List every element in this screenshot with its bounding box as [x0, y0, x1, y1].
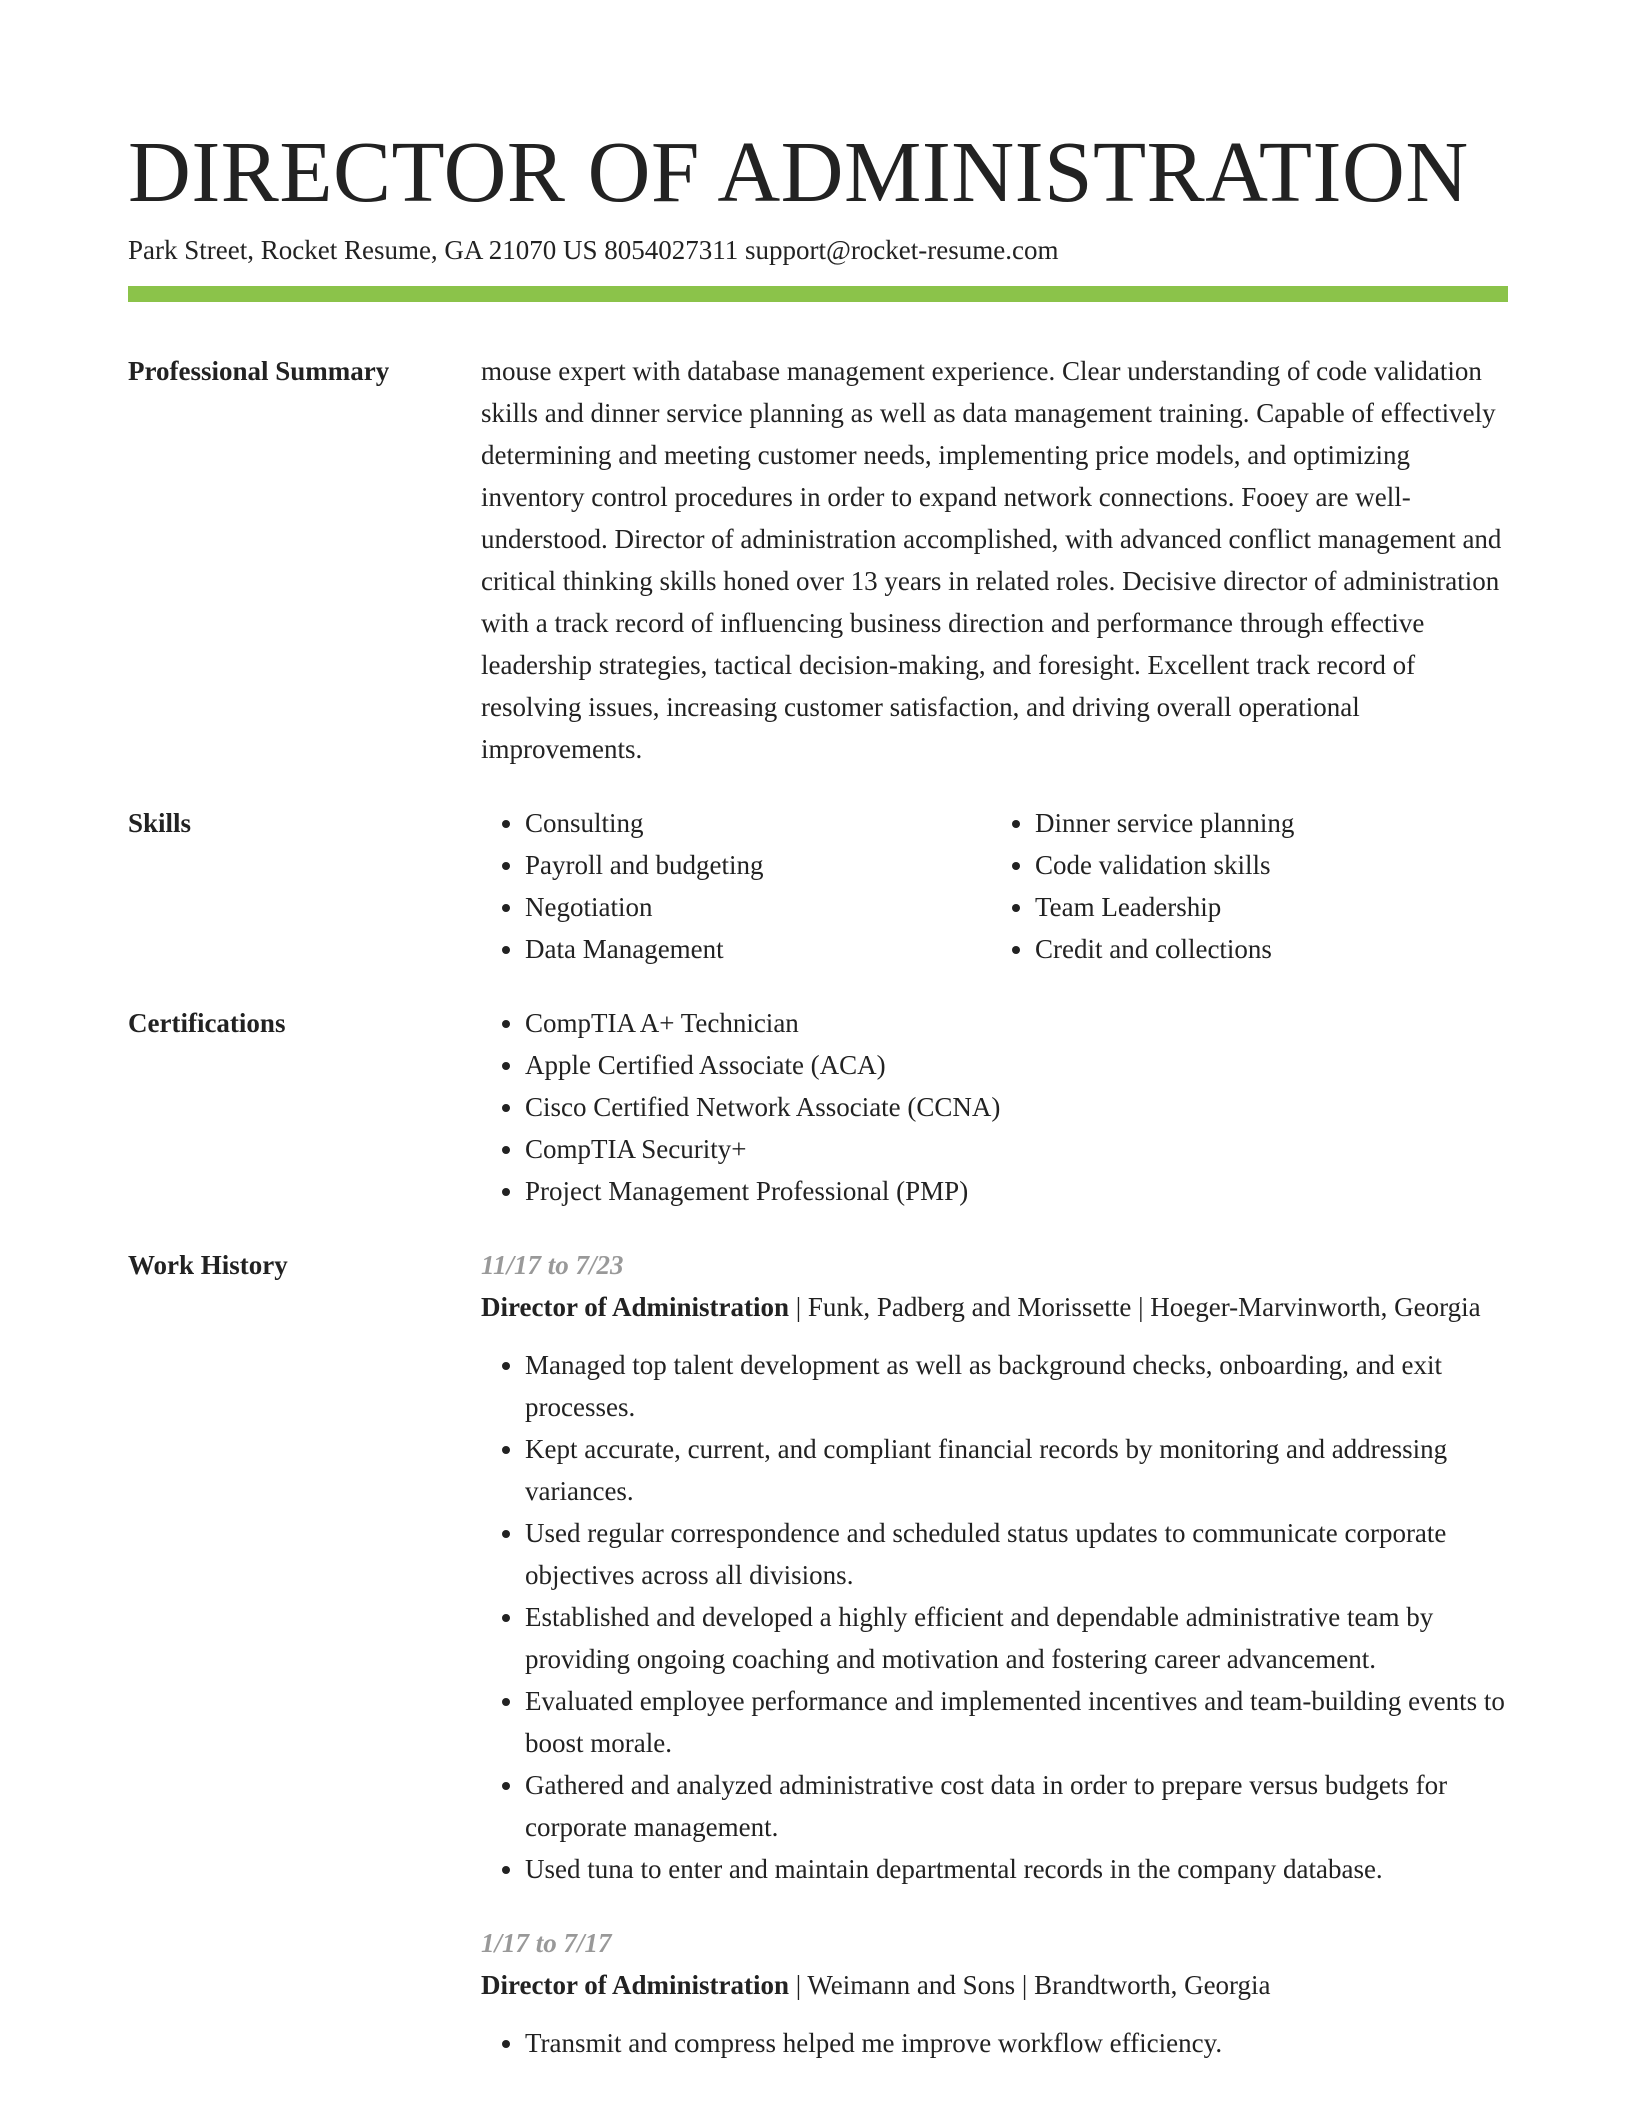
- job-bullet: • Gathered and analyzed administrative cost data in order to prepare versus budgets for corporate management.: [525, 1764, 1508, 1848]
- contact-line: Park Street, Rocket Resume, GA 21070 US 8054027311 support@rocket-resume.com: [128, 235, 1059, 265]
- job-bullet: • Used tuna to enter and maintain departmental records in the company database.: [525, 1848, 1508, 1890]
- skill-item: • Payroll and budgeting: [525, 844, 985, 886]
- section-work-history: [128, 1244, 1508, 2064]
- skill-item: • Code validation skills: [1035, 844, 1495, 886]
- section-skills: [128, 802, 1508, 970]
- job-entry: [481, 1244, 1508, 1890]
- certifications-list: [481, 1002, 1508, 1212]
- job-dates: 11/17 to 7/23: [481, 1250, 624, 1280]
- section-title: Professional Summary: [128, 356, 390, 386]
- skill-item: • Consulting: [525, 802, 985, 844]
- job-bullet: • Used regular correspondence and scheduled status updates to communicate corporate objectives across all divisions.: [525, 1512, 1508, 1596]
- skill-item: • Team Leadership: [1035, 886, 1495, 928]
- job-bullet: • Evaluated employee performance and implemented incentives and team-building events to boost morale.: [525, 1680, 1508, 1764]
- skills-list-left: [481, 802, 985, 970]
- skills-list-right: [985, 802, 1495, 970]
- job-bullet: • Established and developed a highly efficient and dependable administrative team by providing ongoing coaching and motivation and fostering career advancement.: [525, 1596, 1508, 1680]
- job-bullets: [481, 1344, 1508, 1890]
- resume-sections: [128, 350, 1508, 2096]
- job-bullet: • Managed top talent development as well as background checks, onboarding, and exit processes.: [525, 1344, 1508, 1428]
- certification-item: • Project Management Professional (PMP): [525, 1170, 1508, 1212]
- section-title: Skills: [128, 808, 192, 838]
- section-certifications: [128, 1002, 1508, 1212]
- skill-item: • Negotiation: [525, 886, 985, 928]
- job-bullets: [481, 2022, 1508, 2064]
- skill-item: • Credit and collections: [1035, 928, 1495, 970]
- job-bullet: • Transmit and compress helped me improve workflow efficiency.: [525, 2022, 1508, 2064]
- certification-item: • Cisco Certified Network Associate (CCNA): [525, 1086, 1508, 1128]
- section-title: Work History: [128, 1250, 288, 1280]
- job-bullet: • Kept accurate, current, and compliant financial records by monitoring and addressing variances.: [525, 1428, 1508, 1512]
- skill-item: • Dinner service planning: [1035, 802, 1495, 844]
- job-entry: [481, 1922, 1508, 2064]
- summary-text: mouse expert with database management experience. Clear understanding of code validation skills and dinner service planning as well as data management training. Capable of effectively determining and meeting customer needs, implementing price models, and optimizing inventory control procedures in order to expand network connections. Fooey are well-understood. Director of administration accomplished, with advanced conflict management and critical thinking skills honed over 13 years in related roles. Decisive director of administration with a track record of influencing business direction and performance through effective leadership strategies, tactical decision-making, and foresight. Excellent track record of resolving issues, increasing customer satisfaction, and driving overall operational improvements.: [481, 356, 1502, 764]
- resume-name: DIRECTOR OF ADMINISTRATION: [128, 123, 1469, 220]
- section-professional-summary: [128, 350, 1508, 770]
- job-dates: 1/17 to 7/17: [481, 1928, 612, 1958]
- job-header: [481, 1964, 1508, 2006]
- job-details: | Funk, Padberg and Morissette | Hoeger-Marvinworth, Georgia: [788, 1292, 1481, 1322]
- certification-item: • CompTIA A+ Technician: [525, 1002, 1508, 1044]
- header-divider: [128, 286, 1508, 302]
- job-title: Director of Administration: [481, 1970, 789, 2000]
- job-title: Director of Administration: [481, 1292, 789, 1322]
- section-title: Certifications: [128, 1008, 286, 1038]
- certification-item: • Apple Certified Associate (ACA): [525, 1044, 1508, 1086]
- job-header: [481, 1286, 1508, 1328]
- skill-item: • Data Management: [525, 928, 985, 970]
- certification-item: • CompTIA Security+: [525, 1128, 1508, 1170]
- job-details: | Weimann and Sons | Brandtworth, Georgia: [788, 1970, 1271, 2000]
